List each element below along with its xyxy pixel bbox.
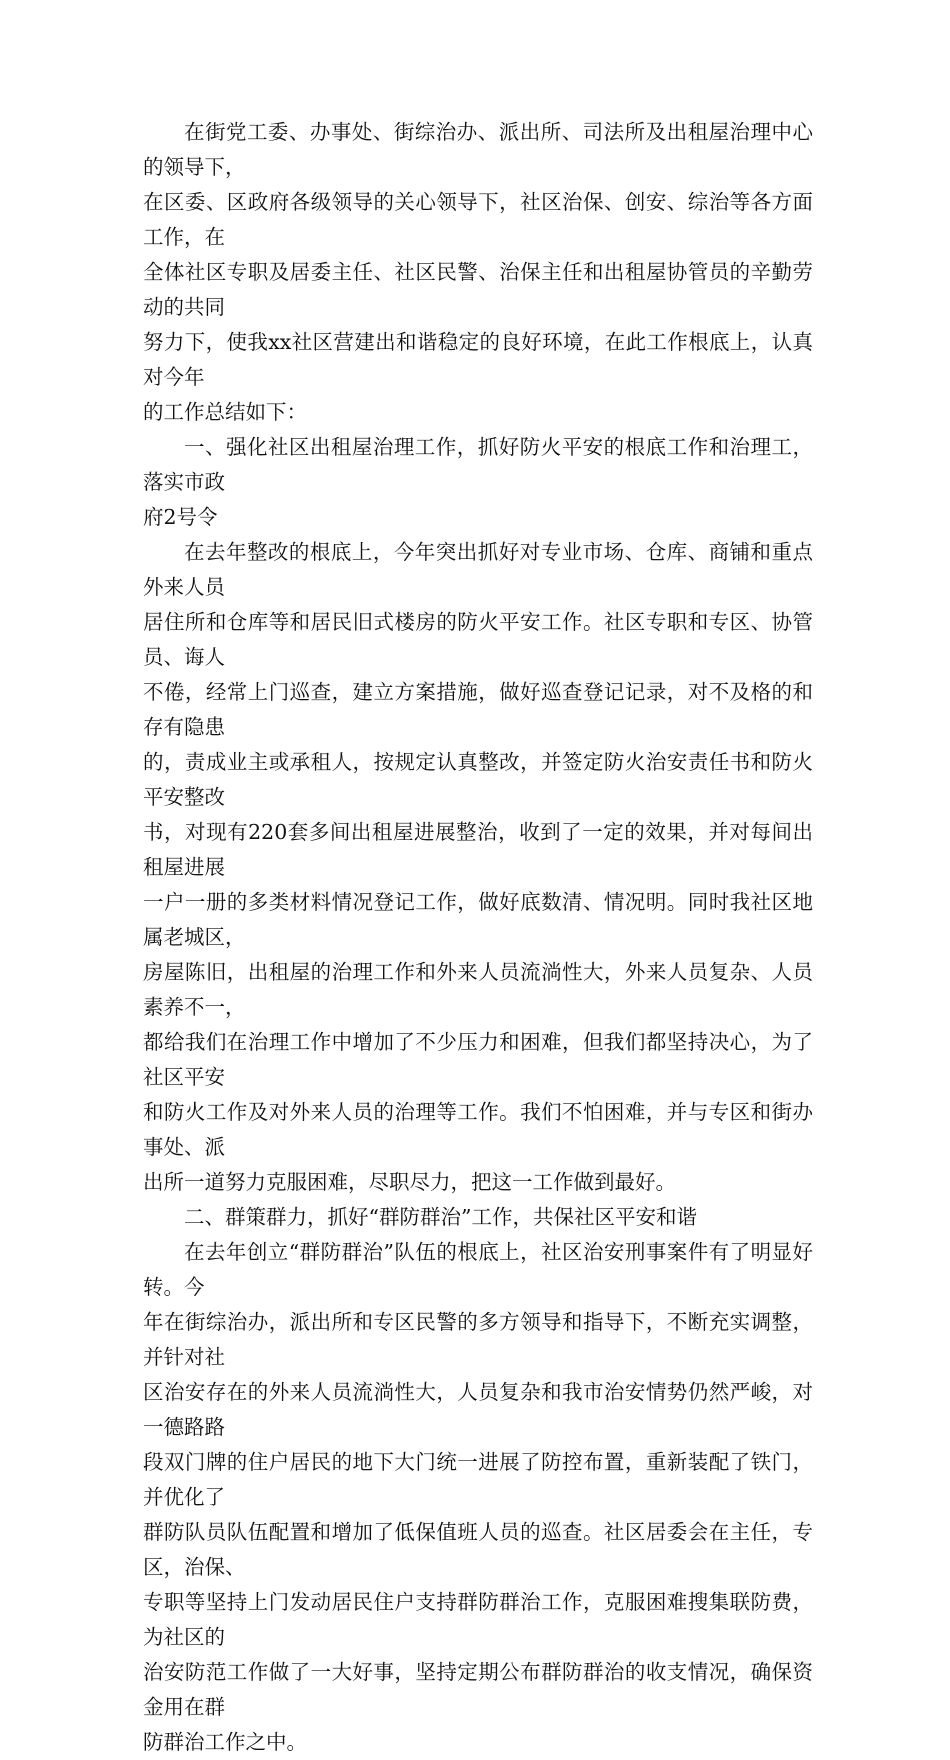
section-two-body: 在去年创立“群防群治”队伍的根底上，社区治安刑事案件有了明显好转。今 年在街综治办，派出所和专区民警的多方领导和指导下，不断充实调整，并针对社 区治安存在的外来人员流淌性大，人员复杂和我市治安情势仍然严峻，对一德路路 段双门牌的住户居民的地下大门统一进展了防控布置，重新装配了铁门，并优化了 群防队员队伍配置和增加了低保值班人员的巡查。社区居委会在主任，专区，治保、 专职等坚持上门发动居民住户支持群防群治工作，克服困难搜集联防费，为社区的 治安防范工作做了一大好事，坚持定期公布群防群治的收支情况，确保资金用在群 防群治工作之中。: [143, 1240, 813, 1754]
section-one-heading: 一、强化社区出租屋治理工作，抓好防火平安的根底工作和治理工，落实市政 府2号令: [143, 435, 813, 529]
section-two-heading: 二、群策群力，抓好“群防群治”工作，共保社区平安和谐: [184, 1205, 697, 1229]
intro-paragraph: 在街党工委、办事处、街综治办、派出所、司法所及出租屋治理中心的领导下， 在区委、区政府各级领导的关心领导下，社区治保、创安、综治等各方面工作，在 全体社区专职及居委主任、社区民警、治保主任和出租屋协管员的辛勤劳动的共同 努力下，使我xx社区营建出和谐稳定的良好环境，在此工作根底上，认真对今年 的工作总结如下：: [143, 120, 813, 424]
document-body: [143, 115, 813, 1760]
section-one-body: 在去年整改的根底上，今年突出抓好对专业市场、仓库、商铺和重点外来人员 居住所和仓库等和居民旧式楼房的防火平安工作。社区专职和专区、协管员、诲人 不倦，经常上门巡查，建立方案措施，做好巡查登记记录，对不及格的和存有隐患 的，责成业主或承租人，按规定认真整改，并签定防火治安责任书和防火平安整改 书，对现有220套多间出租屋进展整治，收到了一定的效果，并对每间出租屋进展 一户一册的多类材料情况登记工作，做好底数清、情况明。同时我社区地属老城区， 房屋陈旧，出租屋的治理工作和外来人员流淌性大，外来人员复杂、人员素养不一， 都给我们在治理工作中增加了不少压力和困难，但我们都坚持决心，为了社区平安 和防火工作及对外来人员的治理等工作。我们不怕困难，并与专区和街办事处、派 出所一道努力克服困难，尽职尽力，把这一工作做到最好。: [143, 540, 813, 1194]
